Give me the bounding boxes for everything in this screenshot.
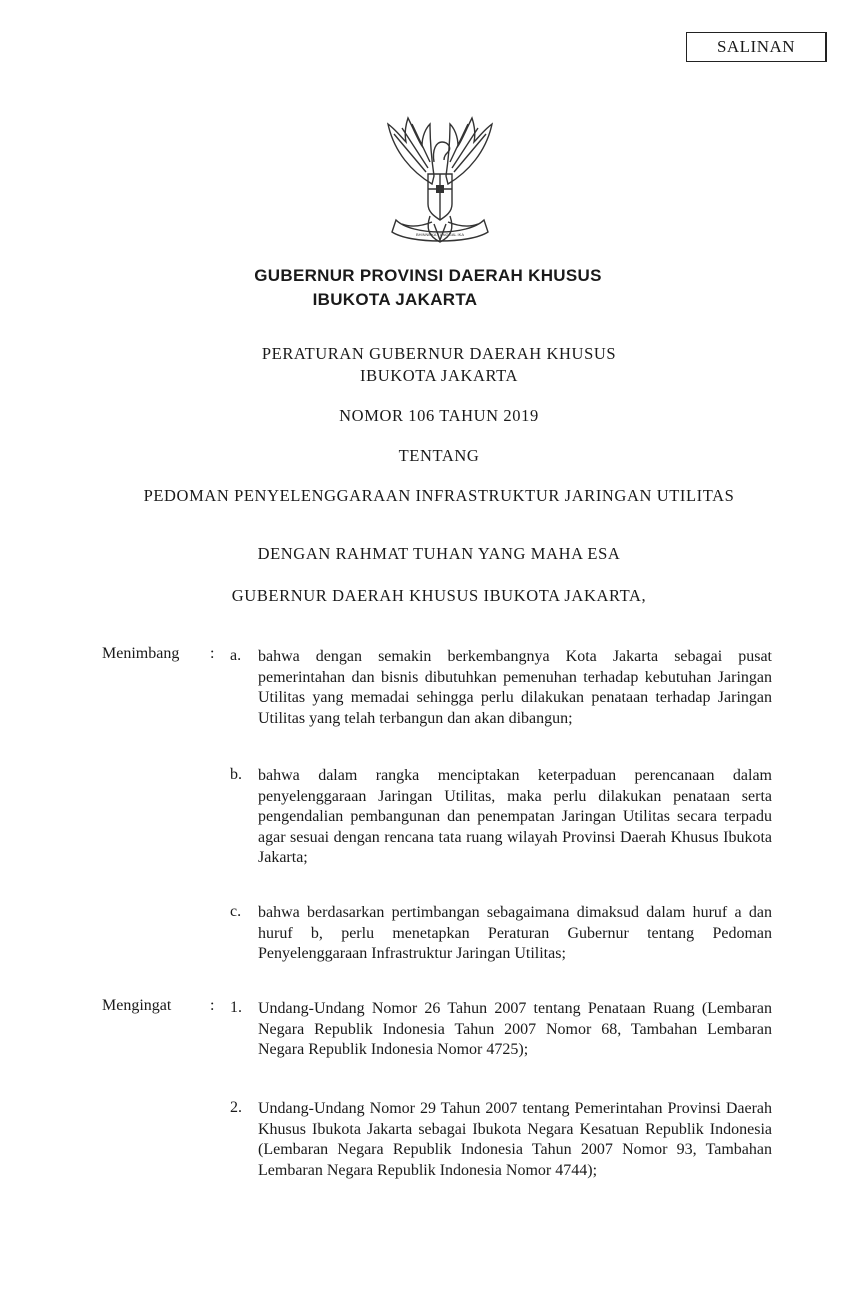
regulation-number: NOMOR 106 TAHUN 2019 <box>339 406 539 425</box>
mengingat-item-2-mark: 2. <box>230 1099 242 1116</box>
menimbang-colon: : <box>210 645 215 662</box>
mengingat-item-2-text: Undang-Undang Nomor 29 Tahun 2007 tentang Pemerintahan Provinsi Daerah Khusus Ibukota Jakarta sebagai Ibukota Negara Kesatuan Republik Indonesia (Lembaran Negara Republik Indonesia Tahun 2007 Nomor 93, Tambahan Lembaran Negara Republik Indonesia Nomor 4744); <box>258 1100 772 1179</box>
mengingat-colon: : <box>210 997 215 1014</box>
mengingat-item-1-text: Undang-Undang Nomor 26 Tahun 2007 tentang Penataan Ruang (Lembaran Negara Republik Indonesia Tahun 2007 Nomor 68, Tambahan Lembaran Negara Republik Indonesia Nomor 4725); <box>258 1000 772 1058</box>
menimbang-item-c-text: bahwa berdasarkan pertimbangan sebagaimana dimaksud dalam huruf a dan huruf b, perlu menetapkan Peraturan Gubernur tentang Pedoman Penyelenggaraan Infrastruktur Jaringan Utilitas; <box>258 904 772 962</box>
regulation-title-line-1: PERATURAN GUBERNUR DAERAH KHUSUS <box>261 344 617 363</box>
blessing-line: DENGAN RAHMAT TUHAN YANG MAHA ESA <box>257 544 621 563</box>
mengingat-label: Mengingat <box>102 997 172 1014</box>
regulation-title-line-2: IBUKOTA JAKARTA <box>360 366 518 385</box>
mengingat-item-1-mark: 1. <box>230 999 242 1016</box>
menimbang-item-b-text: bahwa dalam rangka menciptakan keterpaduan perencanaan dalam penyelenggaraan Jaringan Utilitas, maka perlu dilakukan penataan serta pengendalian pembangunan dan penempatan Jaringan Utilitas secara terpadu agar sesuai dengan rencana tata ruang wilayah Provinsi Daerah Khusus Ibukota Jakarta; <box>258 767 772 866</box>
regulation-subject: PEDOMAN PENYELENGGARAAN INFRASTRUKTUR JARINGAN UTILITAS <box>143 486 735 505</box>
issuer-heading-line-2: IBUKOTA JAKARTA <box>312 290 478 309</box>
regulation-about: TENTANG <box>398 446 480 465</box>
menimbang-item-b-mark: b. <box>230 766 242 783</box>
menimbang-item-c-mark: c. <box>230 903 242 920</box>
menimbang-item-a-text: bahwa dengan semakin berkembangnya Kota Jakarta sebagai pusat pemerintahan dan bisnis dibutuhkan pemenuhan terhadap kebutuhan Jaringan Utilitas yang memadai sehingga perlu dilakukan penataan terhadap Jaringan Utilitas yang telah terbangun dan akan dibangun; <box>258 648 772 727</box>
emblem-motto: BHINNEKA TUNGGAL IKA <box>415 232 465 237</box>
salinan-stamp: SALINAN <box>686 32 827 62</box>
menimbang-item-a-mark: a. <box>230 647 242 664</box>
governor-line: GUBERNUR DAERAH KHUSUS IBUKOTA JAKARTA, <box>231 586 647 605</box>
menimbang-label: Menimbang <box>102 645 180 662</box>
issuer-heading-line-1: GUBERNUR PROVINSI DAERAH KHUSUS <box>254 266 602 285</box>
garuda-pancasila-icon <box>372 112 508 254</box>
